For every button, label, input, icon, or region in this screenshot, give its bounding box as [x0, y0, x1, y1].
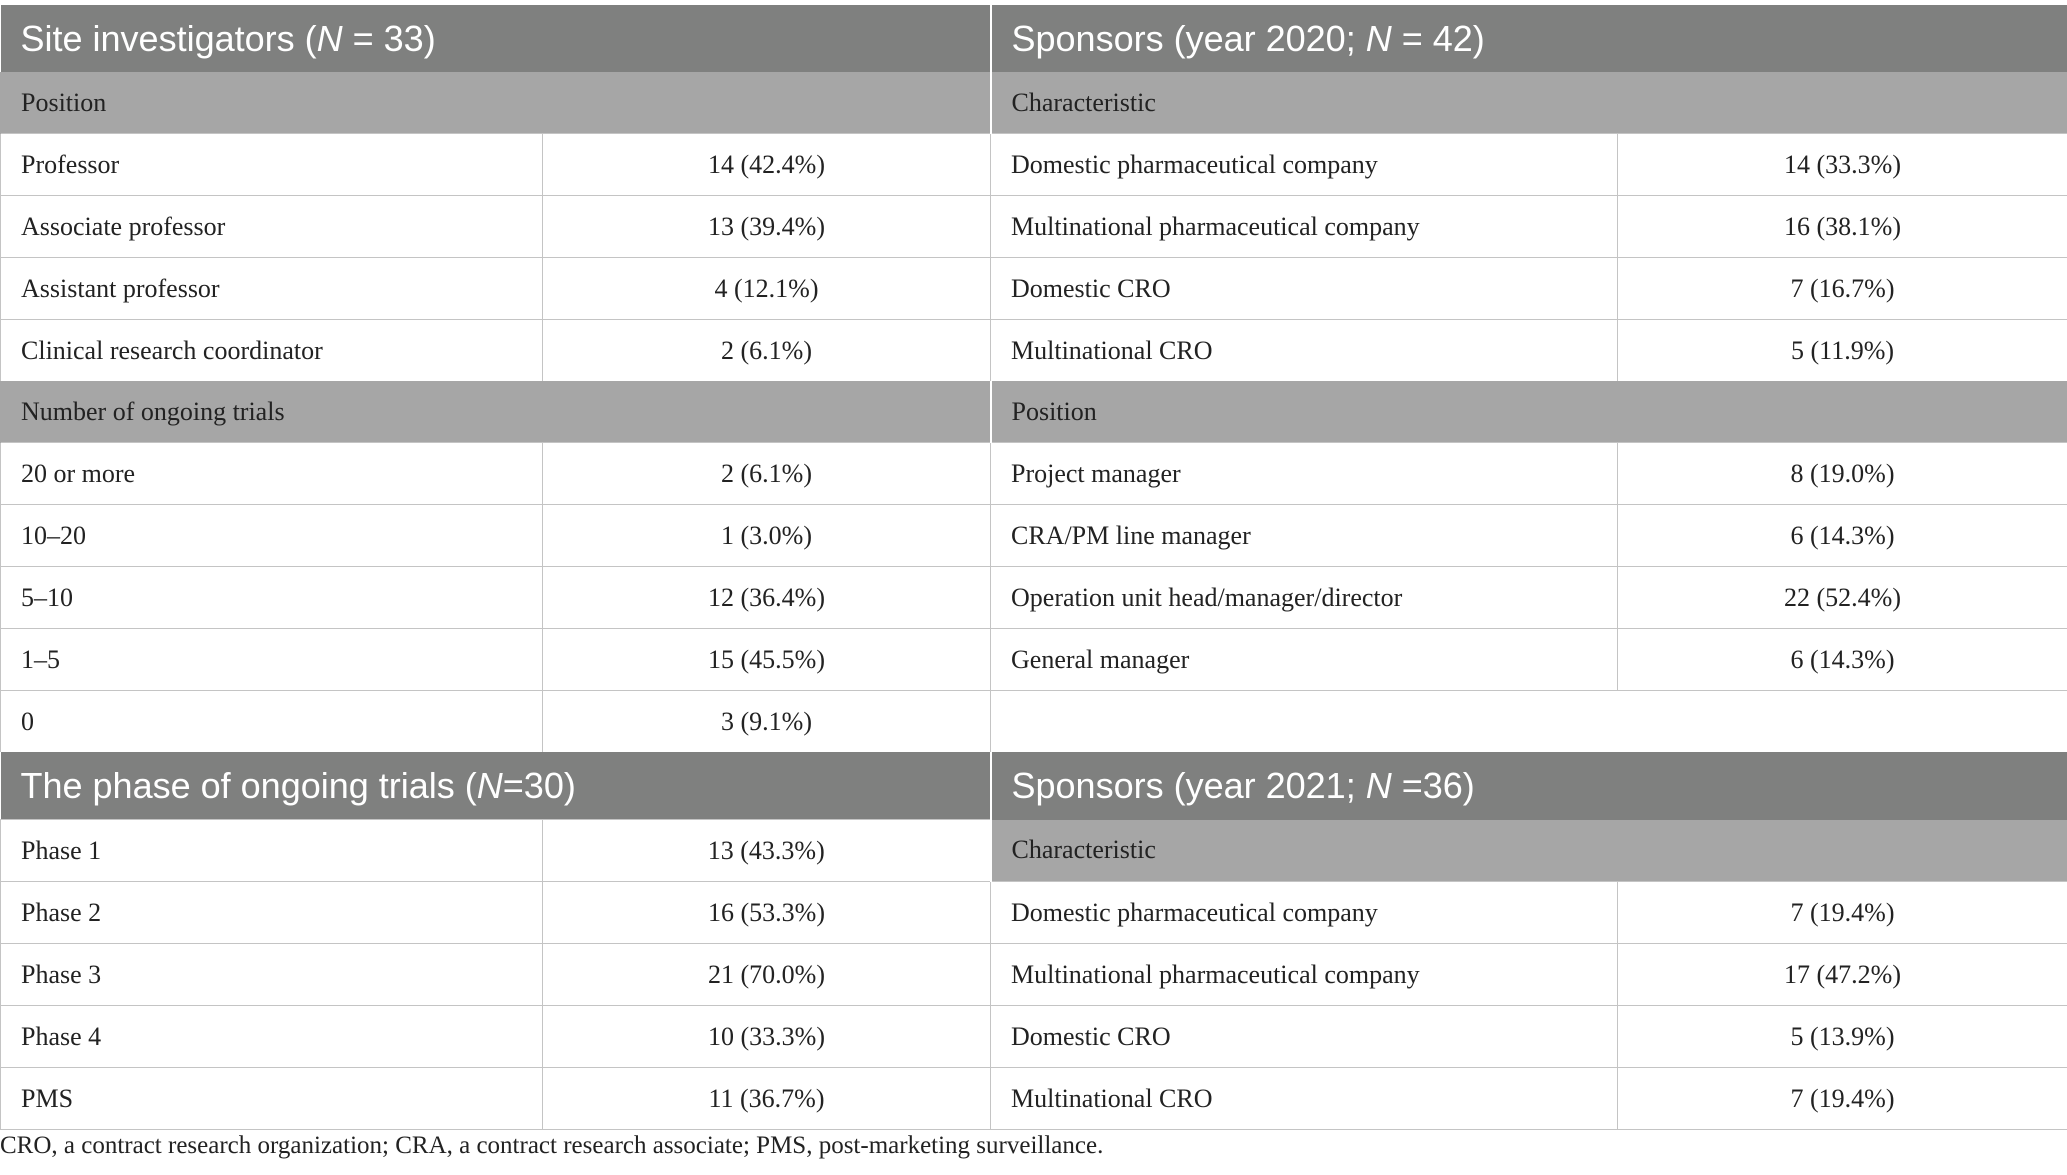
table-row: [1, 1006, 2067, 1068]
phase-ongoing-trials-title: The phase of ongoing trials (N=30): [1, 752, 991, 820]
row-value: 6 (14.3%): [1618, 629, 2067, 691]
row-value: 8 (19.0%): [1618, 443, 2067, 505]
row-value: 12 (36.4%): [543, 567, 991, 629]
table-row: [1, 505, 2067, 567]
row-value: 4 (12.1%): [543, 258, 991, 320]
row-value: 16 (53.3%): [543, 882, 991, 944]
row-label: Domestic CRO: [991, 1006, 1618, 1068]
row-label: Multinational pharmaceutical company: [991, 944, 1618, 1006]
row-value: 16 (38.1%): [1618, 196, 2067, 258]
subheader-characteristic: Characteristic: [991, 72, 2067, 134]
row-value: 5 (13.9%): [1618, 1006, 2067, 1068]
table-row: [1, 320, 2067, 382]
row-value: 21 (70.0%): [543, 944, 991, 1006]
row-label: Multinational pharmaceutical company: [991, 196, 1618, 258]
row-value: 14 (42.4%): [543, 134, 991, 196]
subheader-position: Position: [1, 72, 991, 134]
row-value: 13 (43.3%): [543, 820, 991, 882]
row-label: Domestic CRO: [991, 258, 1618, 320]
row-label: Multinational CRO: [991, 320, 1618, 382]
row-label: Operation unit head/manager/director: [991, 567, 1618, 629]
row-value: 10 (33.3%): [543, 1006, 991, 1068]
subheader-characteristic: Characteristic: [991, 820, 2067, 882]
table-row: [1, 820, 2067, 882]
table-footnote: CRO, a contract research organization; CRA, a contract research associate; PMS, post-marketing surveillance.: [0, 1132, 1104, 1159]
table-row: [1, 882, 2067, 944]
row-value: 22 (52.4%): [1618, 567, 2067, 629]
row-label: 1–5: [1, 629, 543, 691]
row-label: Associate professor: [1, 196, 543, 258]
row-value: 11 (36.7%): [543, 1068, 991, 1130]
row-label: Multinational CRO: [991, 1068, 1618, 1130]
table-row: [1, 1068, 2067, 1130]
row-label: Phase 4: [1, 1006, 543, 1068]
row-value: 2 (6.1%): [543, 320, 991, 382]
empty-cell: [991, 691, 2067, 753]
row-label: PMS: [1, 1068, 543, 1130]
row-label: Domestic pharmaceutical company: [991, 882, 1618, 944]
row-label: 5–10: [1, 567, 543, 629]
sponsors-2021-title: Sponsors (year 2021; N =36): [991, 752, 2067, 820]
site-investigators-title: Site investigators (N = 33): [1, 5, 991, 72]
row-value: 7 (19.4%): [1618, 1068, 2067, 1130]
row-value: 5 (11.9%): [1618, 320, 2067, 382]
table-row: [1, 258, 2067, 320]
table-row: [1, 567, 2067, 629]
table-row: [1, 629, 2067, 691]
section-header-row: [1, 5, 2067, 72]
row-value: 17 (47.2%): [1618, 944, 2067, 1006]
row-label: Domestic pharmaceutical company: [991, 134, 1618, 196]
row-value: 6 (14.3%): [1618, 505, 2067, 567]
row-value: 14 (33.3%): [1618, 134, 2067, 196]
row-label: Phase 3: [1, 944, 543, 1006]
row-label: Professor: [1, 134, 543, 196]
row-label: 0: [1, 691, 543, 753]
table-row: [1, 196, 2067, 258]
row-label: Phase 2: [1, 882, 543, 944]
sponsors-2020-title: Sponsors (year 2020; N = 42): [991, 5, 2067, 72]
subheader-row: [1, 381, 2067, 443]
row-label: 10–20: [1, 505, 543, 567]
row-value: 13 (39.4%): [543, 196, 991, 258]
row-value: 7 (19.4%): [1618, 882, 2067, 944]
row-value: 1 (3.0%): [543, 505, 991, 567]
subheader-ongoing-trials: Number of ongoing trials: [1, 381, 991, 443]
table-row: [1, 944, 2067, 1006]
row-label: General manager: [991, 629, 1618, 691]
table-row: [1, 443, 2067, 505]
row-label: Project manager: [991, 443, 1618, 505]
summary-table: [0, 5, 2067, 1130]
table-row: [1, 134, 2067, 196]
row-value: 3 (9.1%): [543, 691, 991, 753]
row-label: Assistant professor: [1, 258, 543, 320]
table-row: [1, 691, 2067, 753]
section-header-row: [1, 752, 2067, 820]
subheader-row: [1, 72, 2067, 134]
subheader-position: Position: [991, 381, 2067, 443]
row-value: 2 (6.1%): [543, 443, 991, 505]
row-label: 20 or more: [1, 443, 543, 505]
row-value: 15 (45.5%): [543, 629, 991, 691]
row-label: CRA/PM line manager: [991, 505, 1618, 567]
row-label: Phase 1: [1, 820, 543, 882]
row-value: 7 (16.7%): [1618, 258, 2067, 320]
row-label: Clinical research coordinator: [1, 320, 543, 382]
